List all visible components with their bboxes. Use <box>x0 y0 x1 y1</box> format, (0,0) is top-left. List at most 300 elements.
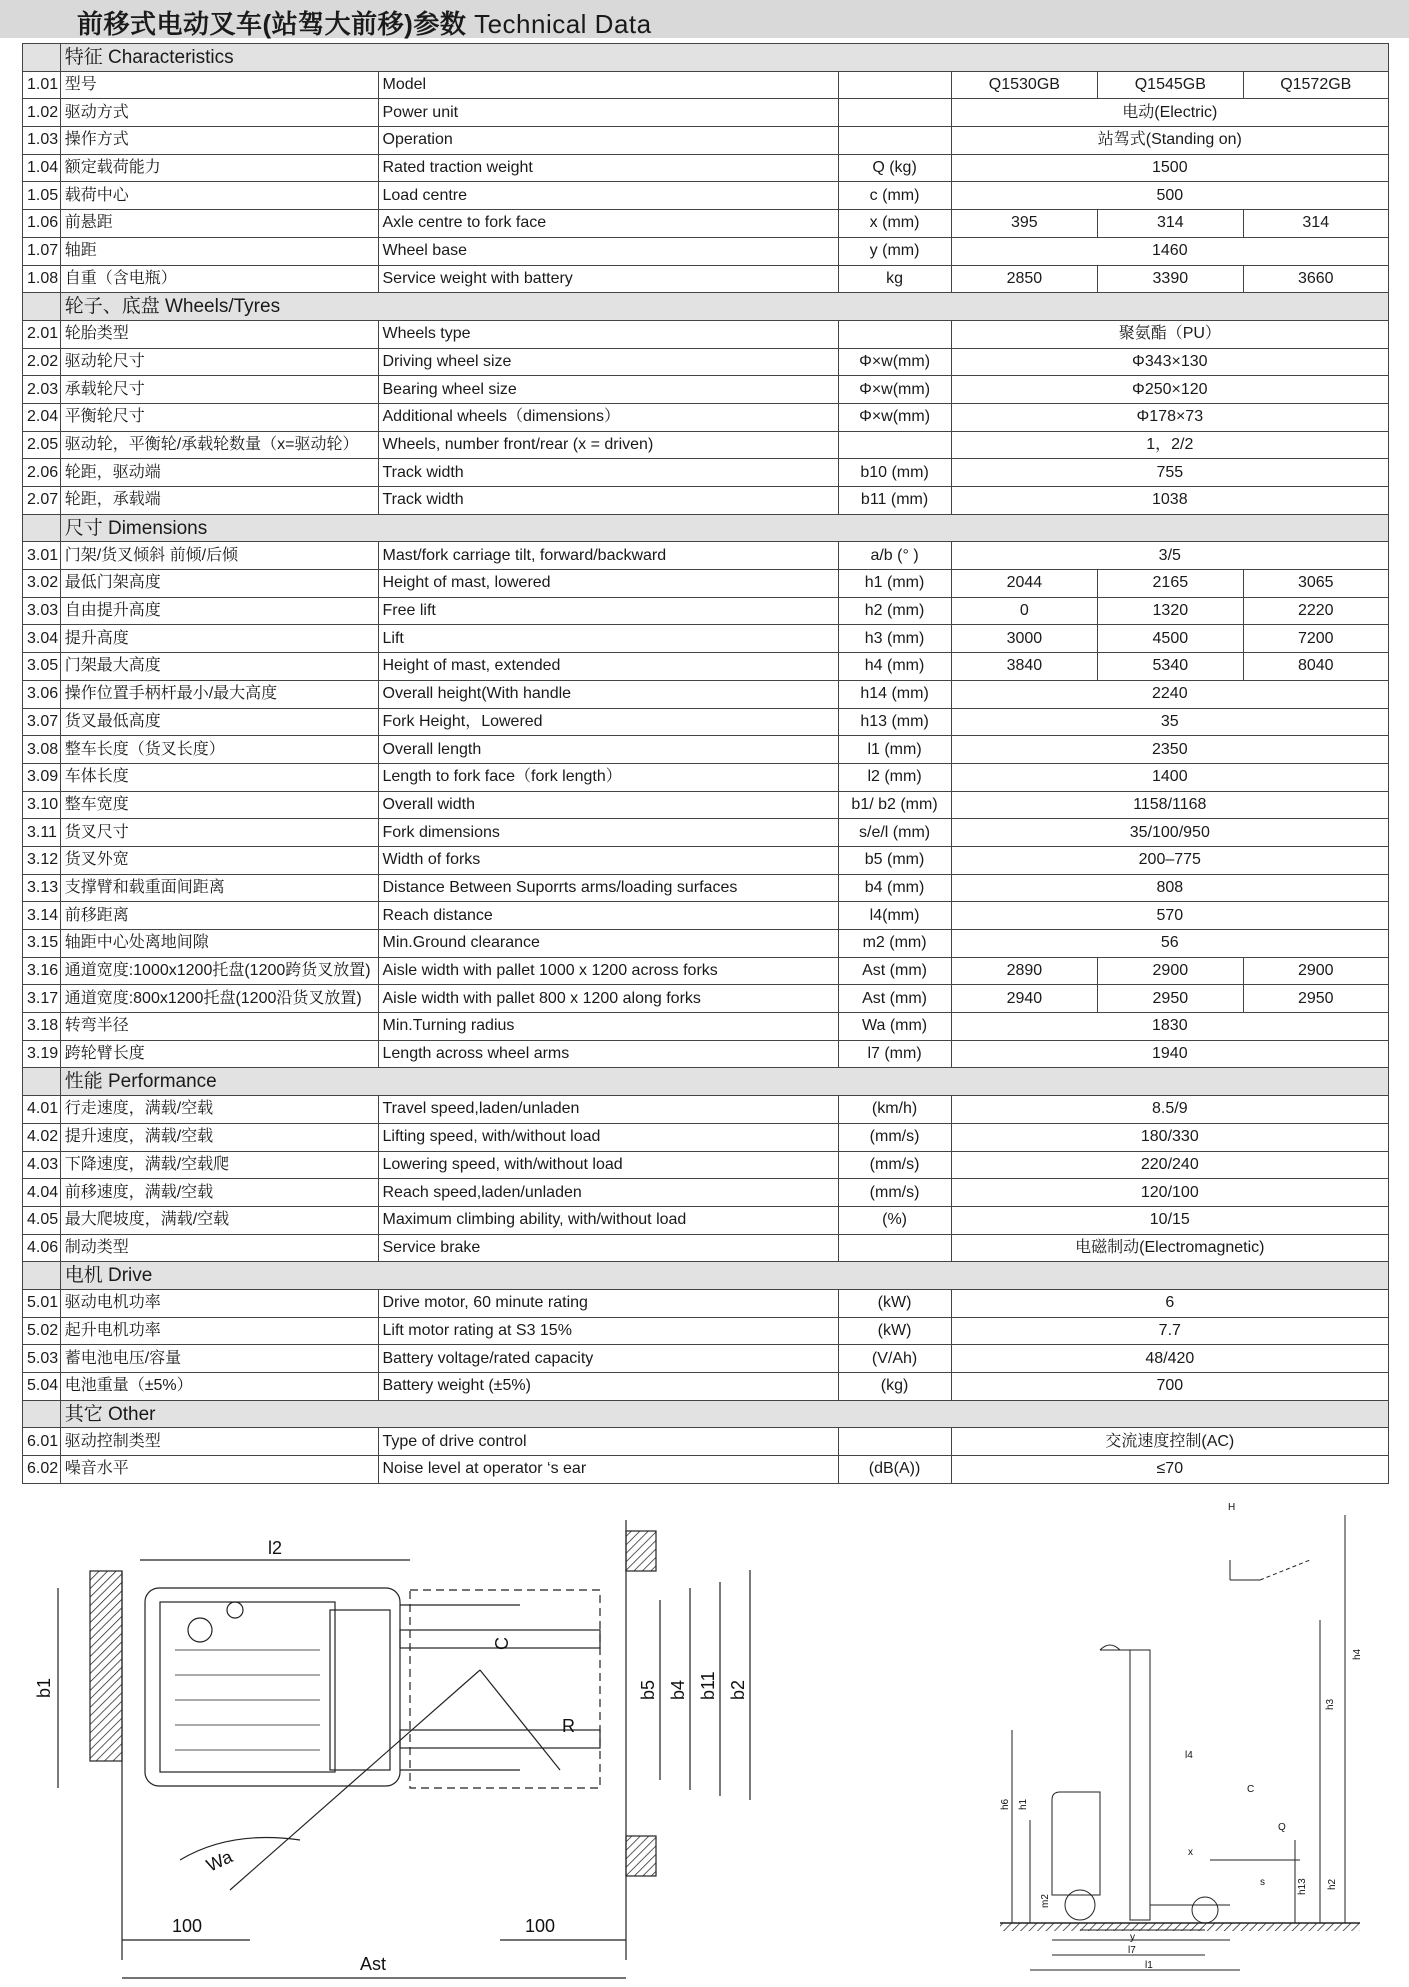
table-row <box>23 1151 1389 1179</box>
row-unit: (dB(A)) <box>838 1456 951 1484</box>
row-number: 4.03 <box>23 1151 61 1179</box>
row-value: 10/15 <box>951 1206 1388 1234</box>
table-row <box>23 680 1389 708</box>
label-l4: l4 <box>1185 1750 1193 1761</box>
row-value: 1460 <box>951 237 1388 265</box>
row-unit <box>838 127 951 155</box>
row-label-cn: 承载轮尺寸 <box>60 376 378 404</box>
row-unit <box>838 320 951 348</box>
row-number: 3.01 <box>23 542 61 570</box>
row-number: 6.02 <box>23 1456 61 1484</box>
side-view-labels <box>1000 1502 1363 1971</box>
row-number: 3.17 <box>23 985 61 1013</box>
row-label-en: Reach speed,laden/unladen <box>378 1179 838 1207</box>
row-number: 3.12 <box>23 846 61 874</box>
row-label-cn: 起升电机功率 <box>60 1317 378 1345</box>
spec-table <box>22 43 1389 1484</box>
row-unit: b1/ b2 (mm) <box>838 791 951 819</box>
row-label-cn: 操作位置手柄杆最小/最大高度 <box>60 680 378 708</box>
row-label-en: Power unit <box>378 99 838 127</box>
row-label-en: Drive motor, 60 minute rating <box>378 1289 838 1317</box>
rack-bottom-right <box>626 1836 656 1876</box>
row-label-en: Free lift <box>378 597 838 625</box>
row-label-en: Overall height(With handle <box>378 680 838 708</box>
section-header <box>23 1400 1389 1428</box>
row-label-en: Maximum climbing ability, with/without load <box>378 1206 838 1234</box>
row-label-cn: 最低门架高度 <box>60 570 378 598</box>
row-value: 2940 <box>951 985 1098 1013</box>
row-unit: b4 (mm) <box>838 874 951 902</box>
row-label-cn: 行走速度，满载/空载 <box>60 1096 378 1124</box>
section-header <box>23 44 1389 72</box>
row-unit <box>838 1428 951 1456</box>
row-label-en: Overall length <box>378 736 838 764</box>
row-label-en: Aisle width with pallet 1000 x 1200 across forks <box>378 957 838 985</box>
row-unit: (kW) <box>838 1289 951 1317</box>
title-en: Technical Data <box>474 9 652 39</box>
row-label-en: Type of drive control <box>378 1428 838 1456</box>
row-unit: b10 (mm) <box>838 459 951 487</box>
title-bar <box>0 0 1409 38</box>
row-label-cn: 驱动轮，平衡轮/承载轮数量（x=驱动轮） <box>60 431 378 459</box>
row-number: 4.05 <box>23 1206 61 1234</box>
section-label: 轮子、底盘 Wheels/Tyres <box>60 293 1388 321</box>
row-unit: s/e/l (mm) <box>838 819 951 847</box>
section-number-cell <box>23 293 61 321</box>
row-number: 3.04 <box>23 625 61 653</box>
pallet-outline <box>410 1590 600 1788</box>
row-label-cn: 支撑臂和载重面间距离 <box>60 874 378 902</box>
row-number: 1.08 <box>23 265 61 293</box>
table-row <box>23 846 1389 874</box>
row-value: Φ178×73 <box>951 403 1388 431</box>
section-header <box>23 514 1389 542</box>
row-label-cn: 平衡轮尺寸 <box>60 403 378 431</box>
label-l7: l7 <box>1128 1945 1136 1956</box>
row-label-cn: 车体长度 <box>60 763 378 791</box>
row-label-cn: 整车长度（货叉长度） <box>60 736 378 764</box>
table-row <box>23 930 1389 958</box>
row-label-en: Wheel base <box>378 237 838 265</box>
row-unit <box>838 71 951 99</box>
row-value: 35/100/950 <box>951 819 1388 847</box>
row-number: 5.03 <box>23 1345 61 1373</box>
row-unit: (mm/s) <box>838 1179 951 1207</box>
row-label-cn: 载荷中心 <box>60 182 378 210</box>
truck-side-body <box>1052 1792 1100 1895</box>
table-row <box>23 1013 1389 1041</box>
row-label-cn: 前移距离 <box>60 902 378 930</box>
row-unit: Φ×w(mm) <box>838 376 951 404</box>
row-label-cn: 驱动方式 <box>60 99 378 127</box>
table-row <box>23 1428 1389 1456</box>
section-label: 性能 Performance <box>60 1068 1388 1096</box>
row-label-en: Width of forks <box>378 846 838 874</box>
row-unit: c (mm) <box>838 182 951 210</box>
section-label: 尺寸 Dimensions <box>60 514 1388 542</box>
row-label-en: Lift <box>378 625 838 653</box>
row-number: 1.06 <box>23 210 61 238</box>
table-row <box>23 127 1389 155</box>
row-value: 2850 <box>951 265 1098 293</box>
row-unit: b5 (mm) <box>838 846 951 874</box>
row-value: 395 <box>951 210 1098 238</box>
row-unit: Φ×w(mm) <box>838 348 951 376</box>
row-value: 交流速度控制(AC) <box>951 1428 1388 1456</box>
row-value: 314 <box>1098 210 1243 238</box>
table-row <box>23 99 1389 127</box>
table-row <box>23 736 1389 764</box>
row-label-cn: 通道宽度:1000x1200托盘(1200跨货叉放置) <box>60 957 378 985</box>
row-label-cn: 轮距，承载端 <box>60 487 378 515</box>
row-value: 聚氨酯（PU） <box>951 320 1388 348</box>
row-value: 站驾式(Standing on) <box>951 127 1388 155</box>
top-view-labels <box>34 1538 748 1974</box>
row-number: 1.01 <box>23 71 61 99</box>
row-value: 3065 <box>1243 570 1388 598</box>
section-header <box>23 1068 1389 1096</box>
row-number: 3.16 <box>23 957 61 985</box>
row-value: 5340 <box>1098 653 1243 681</box>
row-number: 1.04 <box>23 154 61 182</box>
row-number: 6.01 <box>23 1428 61 1456</box>
section-number-cell <box>23 1400 61 1428</box>
row-unit: Wa (mm) <box>838 1013 951 1041</box>
label-b1: b1 <box>34 1677 54 1698</box>
table-row <box>23 597 1389 625</box>
row-value: 2950 <box>1243 985 1388 1013</box>
table-row <box>23 625 1389 653</box>
table-row <box>23 1456 1389 1484</box>
row-unit: Q (kg) <box>838 154 951 182</box>
side-view-drawing <box>1000 1515 1360 1970</box>
table-row <box>23 985 1389 1013</box>
row-label-en: Battery weight (±5%) <box>378 1373 838 1401</box>
row-label-cn: 噪音水平 <box>60 1456 378 1484</box>
section-label: 特征 Characteristics <box>60 44 1388 72</box>
section-number-cell <box>23 1262 61 1290</box>
row-unit: l7 (mm) <box>838 1040 951 1068</box>
row-number: 3.08 <box>23 736 61 764</box>
row-value: 200–775 <box>951 846 1388 874</box>
row-value: 1940 <box>951 1040 1388 1068</box>
row-value: 35 <box>951 708 1388 736</box>
label-h6: h6 <box>1000 1798 1011 1810</box>
row-unit <box>838 99 951 127</box>
row-label-en: Lowering speed, with/without load <box>378 1151 838 1179</box>
row-value: 180/330 <box>951 1123 1388 1151</box>
row-label-cn: 货叉外宽 <box>60 846 378 874</box>
row-unit: x (mm) <box>838 210 951 238</box>
table-row <box>23 403 1389 431</box>
row-label-en: Fork Height，Lowered <box>378 708 838 736</box>
row-value: 56 <box>951 930 1388 958</box>
label-c: C <box>492 1637 512 1650</box>
section-number-cell <box>23 1068 61 1096</box>
row-label-cn: 蓄电池电压/容量 <box>60 1345 378 1373</box>
table-row <box>23 459 1389 487</box>
table-row <box>23 819 1389 847</box>
row-label-en: Aisle width with pallet 800 x 1200 along forks <box>378 985 838 1013</box>
section-label: 电机 Drive <box>60 1262 1388 1290</box>
row-label-cn: 轴距 <box>60 237 378 265</box>
section-label: 其它 Other <box>60 1400 1388 1428</box>
table-row <box>23 570 1389 598</box>
row-label-cn: 前悬距 <box>60 210 378 238</box>
row-number: 3.13 <box>23 874 61 902</box>
row-number: 3.18 <box>23 1013 61 1041</box>
label-h1: h1 <box>1018 1798 1029 1810</box>
label-x: x <box>1188 1847 1193 1858</box>
page-title <box>77 4 652 41</box>
table-row <box>23 1289 1389 1317</box>
row-value: 2044 <box>951 570 1098 598</box>
mast <box>330 1610 390 1770</box>
table-row <box>23 182 1389 210</box>
table-row <box>23 1234 1389 1262</box>
row-value: 2350 <box>951 736 1388 764</box>
row-value: 0 <box>951 597 1098 625</box>
row-label-en: Operation <box>378 127 838 155</box>
row-number: 3.11 <box>23 819 61 847</box>
table-row <box>23 487 1389 515</box>
row-label-en: Axle centre to fork face <box>378 210 838 238</box>
diagrams <box>0 1500 1409 1987</box>
row-number: 4.02 <box>23 1123 61 1151</box>
row-label-en: Track width <box>378 487 838 515</box>
table-row <box>23 542 1389 570</box>
row-value: 8040 <box>1243 653 1388 681</box>
row-label-cn: 货叉尺寸 <box>60 819 378 847</box>
row-value: 3390 <box>1098 265 1243 293</box>
label-b4: b4 <box>668 1679 688 1700</box>
top-view-drawing <box>58 1520 750 1978</box>
row-value: 1320 <box>1098 597 1243 625</box>
section-number-cell <box>23 44 61 72</box>
row-unit: Ast (mm) <box>838 985 951 1013</box>
row-value: 2890 <box>951 957 1098 985</box>
row-number: 3.19 <box>23 1040 61 1068</box>
row-label-en: Service weight with battery <box>378 265 838 293</box>
row-label-cn: 整车宽度 <box>60 791 378 819</box>
row-number: 3.09 <box>23 763 61 791</box>
row-unit: h13 (mm) <box>838 708 951 736</box>
row-unit <box>838 431 951 459</box>
label-b5: b5 <box>638 1679 658 1700</box>
table-row <box>23 237 1389 265</box>
row-label-cn: 提升高度 <box>60 625 378 653</box>
row-label-en: Service brake <box>378 1234 838 1262</box>
label-100-right: 100 <box>525 1916 556 1936</box>
row-label-cn: 轮胎类型 <box>60 320 378 348</box>
table-row <box>23 874 1389 902</box>
dimension-drawings <box>0 1500 1409 1987</box>
side-mast <box>1130 1650 1150 1920</box>
row-number: 4.01 <box>23 1096 61 1124</box>
row-unit: Ast (mm) <box>838 957 951 985</box>
row-label-cn: 门架/货叉倾斜 前倾/后倾 <box>60 542 378 570</box>
row-unit: (mm/s) <box>838 1151 951 1179</box>
table-row <box>23 902 1389 930</box>
row-unit: (%) <box>838 1206 951 1234</box>
row-value: 7.7 <box>951 1317 1388 1345</box>
row-number: 5.01 <box>23 1289 61 1317</box>
row-label-cn: 货叉最低高度 <box>60 708 378 736</box>
label-h3: h3 <box>1325 1698 1336 1710</box>
label-s: s <box>1260 1877 1265 1888</box>
row-value: 2165 <box>1098 570 1243 598</box>
row-label-cn: 自由提升高度 <box>60 597 378 625</box>
table-row <box>23 265 1389 293</box>
row-number: 2.03 <box>23 376 61 404</box>
label-wa: Wa <box>203 1846 236 1876</box>
row-label-en: Bearing wheel size <box>378 376 838 404</box>
row-number: 2.02 <box>23 348 61 376</box>
table-row <box>23 763 1389 791</box>
row-value: 1，2/2 <box>951 431 1388 459</box>
row-label-cn: 提升速度，满载/空载 <box>60 1123 378 1151</box>
row-value: 3840 <box>951 653 1098 681</box>
row-label-en: Distance Between Suporrts arms/loading surfaces <box>378 874 838 902</box>
row-value: 314 <box>1243 210 1388 238</box>
row-value: 电动(Electric) <box>951 99 1388 127</box>
row-value: 500 <box>951 182 1388 210</box>
row-label-cn: 轮距，驱动端 <box>60 459 378 487</box>
row-value: 48/420 <box>951 1345 1388 1373</box>
row-unit: l1 (mm) <box>838 736 951 764</box>
row-number: 1.03 <box>23 127 61 155</box>
row-unit: m2 (mm) <box>838 930 951 958</box>
row-number: 1.07 <box>23 237 61 265</box>
row-number: 3.14 <box>23 902 61 930</box>
label-h2: h2 <box>1327 1878 1338 1890</box>
row-label-en: Lift motor rating at S3 15% <box>378 1317 838 1345</box>
row-value: Q1545GB <box>1098 71 1243 99</box>
row-label-en: Fork dimensions <box>378 819 838 847</box>
row-unit: h14 (mm) <box>838 680 951 708</box>
table-row <box>23 71 1389 99</box>
label-100-left: 100 <box>172 1916 203 1936</box>
row-label-en: Min.Turning radius <box>378 1013 838 1041</box>
table-row <box>23 957 1389 985</box>
row-label-cn: 转弯半径 <box>60 1013 378 1041</box>
title-cn: 前移式电动叉车(站驾大前移)参数 <box>77 9 467 39</box>
row-unit: h3 (mm) <box>838 625 951 653</box>
label-c-side: C <box>1247 1784 1255 1795</box>
row-label-cn: 额定载荷能力 <box>60 154 378 182</box>
label-l2: l2 <box>268 1538 283 1558</box>
row-label-cn: 最大爬坡度，满载/空载 <box>60 1206 378 1234</box>
table-row <box>23 653 1389 681</box>
row-value: 2900 <box>1098 957 1243 985</box>
row-label-en: Additional wheels（dimensions） <box>378 403 838 431</box>
row-value: 1400 <box>951 763 1388 791</box>
table-row <box>23 1179 1389 1207</box>
row-number: 3.07 <box>23 708 61 736</box>
table-row <box>23 1096 1389 1124</box>
row-label-cn: 制动类型 <box>60 1234 378 1262</box>
row-label-cn: 前移速度，满载/空载 <box>60 1179 378 1207</box>
row-label-cn: 自重（含电瓶） <box>60 265 378 293</box>
label-m2: m2 <box>1040 1894 1051 1908</box>
row-value: ≤70 <box>951 1456 1388 1484</box>
table-row <box>23 1040 1389 1068</box>
label-l1: l1 <box>1145 1960 1153 1971</box>
row-number: 2.07 <box>23 487 61 515</box>
row-value: 1500 <box>951 154 1388 182</box>
row-unit: h2 (mm) <box>838 597 951 625</box>
row-number: 3.05 <box>23 653 61 681</box>
row-value: 3000 <box>951 625 1098 653</box>
row-label-en: Length to fork face（fork length） <box>378 763 838 791</box>
row-unit: (km/h) <box>838 1096 951 1124</box>
section-header <box>23 293 1389 321</box>
row-label-en: Wheels type <box>378 320 838 348</box>
row-number: 2.06 <box>23 459 61 487</box>
row-value: 3660 <box>1243 265 1388 293</box>
load-wheel <box>1192 1897 1218 1923</box>
label-y: y <box>1130 1932 1135 1943</box>
table-row <box>23 154 1389 182</box>
row-value: Q1530GB <box>951 71 1098 99</box>
battery <box>160 1602 335 1772</box>
row-value: Φ250×120 <box>951 376 1388 404</box>
row-unit: b11 (mm) <box>838 487 951 515</box>
table-row <box>23 210 1389 238</box>
row-label-en: Rated traction weight <box>378 154 838 182</box>
row-label-cn: 轴距中心处离地间隙 <box>60 930 378 958</box>
row-label-en: Reach distance <box>378 902 838 930</box>
label-b11: b11 <box>698 1671 718 1700</box>
row-value: 755 <box>951 459 1388 487</box>
row-label-en: Min.Ground clearance <box>378 930 838 958</box>
label-h13: h13 <box>1297 1878 1308 1895</box>
rack-top-right <box>626 1531 656 1571</box>
row-label-en: Overall width <box>378 791 838 819</box>
table-row <box>23 791 1389 819</box>
row-unit: (V/Ah) <box>838 1345 951 1373</box>
row-label-en: Noise level at operator ‘s ear <box>378 1456 838 1484</box>
rack-left <box>90 1571 122 1761</box>
label-h: H <box>1228 1502 1236 1513</box>
row-label-cn: 门架最大高度 <box>60 653 378 681</box>
table-row <box>23 1345 1389 1373</box>
row-value: 808 <box>951 874 1388 902</box>
row-value: 7200 <box>1243 625 1388 653</box>
row-value: 220/240 <box>951 1151 1388 1179</box>
row-value: 700 <box>951 1373 1388 1401</box>
row-number: 3.15 <box>23 930 61 958</box>
table-row <box>23 348 1389 376</box>
row-unit: (mm/s) <box>838 1123 951 1151</box>
row-label-cn: 跨轮臂长度 <box>60 1040 378 1068</box>
row-value: 2950 <box>1098 985 1243 1013</box>
row-unit: Φ×w(mm) <box>838 403 951 431</box>
label-h4: h4 <box>1352 1648 1363 1660</box>
row-value: 2240 <box>951 680 1388 708</box>
row-label-en: Wheels, number front/rear (x = driven) <box>378 431 838 459</box>
row-number: 2.04 <box>23 403 61 431</box>
row-label-en: Load centre <box>378 182 838 210</box>
row-number: 5.04 <box>23 1373 61 1401</box>
row-unit: y (mm) <box>838 237 951 265</box>
row-unit: a/b (° ) <box>838 542 951 570</box>
row-label-en: Mast/fork carriage tilt, forward/backward <box>378 542 838 570</box>
row-label-en: Track width <box>378 459 838 487</box>
row-label-cn: 通道宽度:800x1200托盘(1200沿货叉放置) <box>60 985 378 1013</box>
row-value: 1038 <box>951 487 1388 515</box>
row-number: 2.01 <box>23 320 61 348</box>
